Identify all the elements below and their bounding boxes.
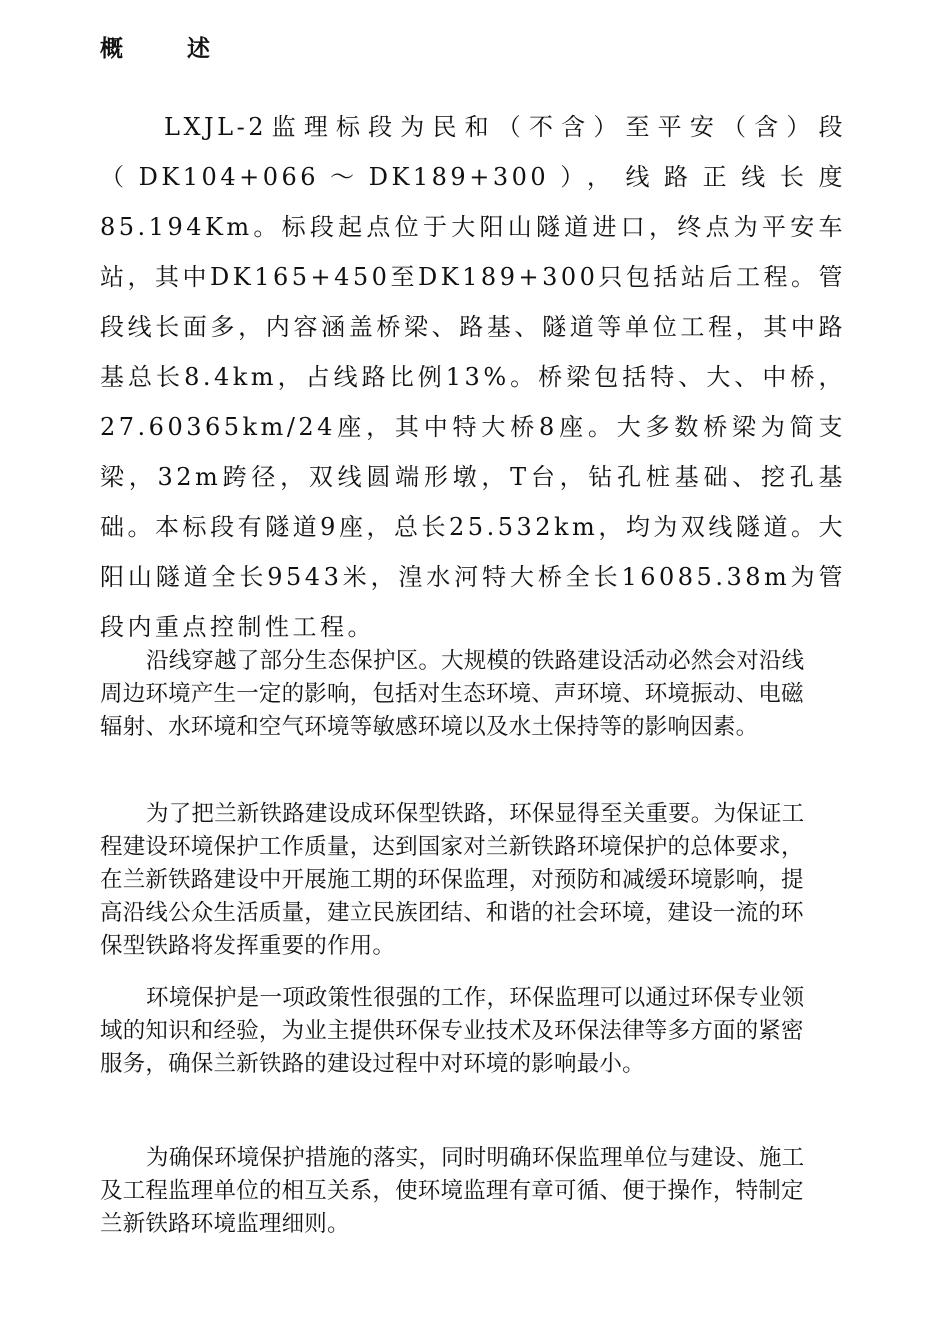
paragraph-project-overview: LXJL-2监理标段为民和（不含）至平安（含）段（DK104+066～DK189+300），线路正线长度85.194Km。标段起点位于大阳山隧道进口，终点为平安车站，其中DK165+450至DK189+300只包括站后工程。管段线长面多，内容涵盖桥梁、路基、隧道等单位工程，其中路基总长8.4km，占线路比例13%。桥梁包括特、大、中桥，27.60365km/24座，其中特大桥8座。大多数桥梁为简支梁，32m跨径，双线圆端形墩，T台，钻孔桩基础、挖孔基础。本标段有隧道9座，总长25.532km，均为双线隧道。大阳山隧道全长9543米，湟水河特大桥全长16085.38m为管段内重点控制性工程。: [100, 113, 846, 641]
paragraph-ecological-impact: 沿线穿越了部分生态保护区。大规模的铁路建设活动必然会对沿线周边环境产生一定的影响，包括对生态环境、声环境、环境振动、电磁辐射、水环境和空气环境等敏感环境以及水土保持等的影响因素。: [100, 648, 805, 740]
section-title: 概 述: [100, 36, 239, 62]
paragraph-supervision-services: 环境保护是一项政策性很强的工作，环保监理可以通过环保专业领域的知识和经验，为业主提供环保专业技术及环保法律等多方面的紧密服务，确保兰新铁路的建设过程中对环境的影响最小。: [100, 985, 805, 1077]
paragraph-purpose-statement: 为确保环境保护措施的落实，同时明确环保监理单位与建设、施工及工程监理单位的相互关系，使环境监理有章可循、便于操作，特制定兰新铁路环境监理细则。: [100, 1145, 805, 1237]
paragraph-environmental-importance: 为了把兰新铁路建设成环保型铁路，环保显得至关重要。为保证工程建设环境保护工作质量，达到国家对兰新铁路环境保护的总体要求，在兰新铁路建设中开展施工期的环保监理，对预防和减缓环境影响，提高沿线公众生活质量，建立民族团结、和谐的社会环境，建设一流的环保型铁路将发挥重要的作用。: [100, 801, 805, 959]
